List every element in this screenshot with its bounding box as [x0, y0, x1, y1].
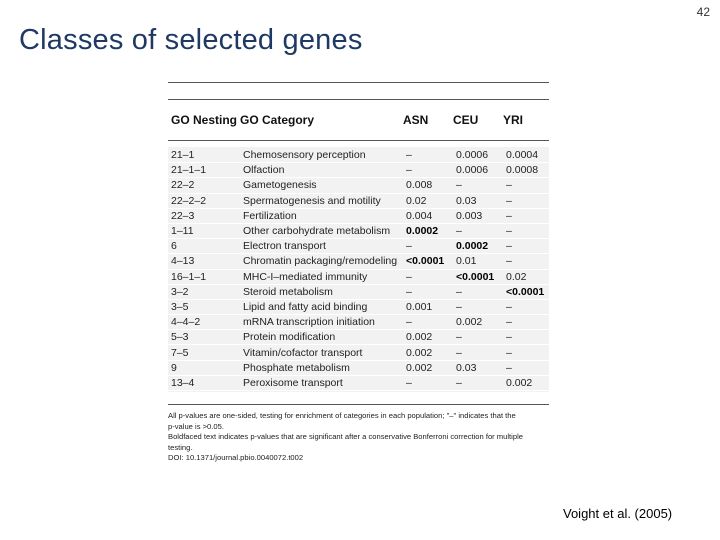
- cell-go-category: MHC-I–mediated immunity: [243, 270, 368, 283]
- cell-asn: 0.0002: [406, 225, 439, 238]
- cell-asn: –: [406, 164, 412, 177]
- cell-yri: –: [506, 361, 512, 374]
- cell-yri: –: [506, 316, 512, 329]
- cell-go-nesting: 22–2–2: [171, 194, 207, 207]
- cell-go-category: mRNA transcription initiation: [243, 316, 375, 329]
- table-notes: [168, 411, 553, 464]
- table-row: [168, 361, 549, 376]
- table-row: [168, 148, 549, 163]
- slide-title: Classes of selected genes: [19, 24, 363, 56]
- table-row: [168, 285, 549, 300]
- table-row: [168, 209, 549, 224]
- note-line: testing.: [168, 442, 193, 452]
- table-row: [168, 270, 549, 285]
- note-line: p-value is >0.05.: [168, 421, 224, 431]
- table-row: [168, 330, 549, 345]
- cell-go-nesting: 3–2: [171, 285, 189, 298]
- cell-go-category: Protein modification: [243, 331, 336, 344]
- table-header-bottom-rule: [168, 140, 549, 141]
- cell-yri: 0.0008: [506, 164, 539, 177]
- cell-ceu: 0.01: [456, 255, 477, 268]
- table-row: [168, 178, 549, 193]
- cell-go-category: Electron transport: [243, 240, 326, 253]
- cell-asn: –: [406, 270, 412, 283]
- cell-asn: 0.008: [406, 179, 433, 192]
- cell-asn: –: [406, 149, 412, 162]
- cell-go-category: Peroxisome transport: [243, 376, 343, 389]
- cell-yri: 0.0004: [506, 149, 539, 162]
- page-number: 42: [696, 5, 710, 19]
- cell-go-nesting: 7–5: [171, 346, 189, 359]
- cell-go-nesting: 4–13: [171, 255, 195, 268]
- cell-go-category: Fertilization: [243, 209, 297, 222]
- cell-ceu: –: [456, 285, 462, 298]
- cell-go-category: Chromatin packaging/remodeling: [243, 255, 398, 268]
- cell-go-category: Chemosensory perception: [243, 149, 366, 162]
- table-row: [168, 315, 549, 330]
- cell-yri: –: [506, 209, 512, 222]
- cell-yri: –: [506, 346, 512, 359]
- cell-go-nesting: 5–3: [171, 331, 189, 344]
- table-top-rule: [168, 82, 549, 83]
- cell-ceu: 0.002: [456, 316, 483, 329]
- cell-yri: –: [506, 331, 512, 344]
- cell-ceu: <0.0001: [456, 270, 495, 283]
- header-go-category: GO Category: [240, 113, 315, 127]
- note-line: Boldfaced text indicates p-values that are significant after a conservative Bonferroni correction for multiple: [168, 432, 523, 441]
- table-row: [168, 300, 549, 315]
- cell-go-nesting: 22–2: [171, 179, 195, 192]
- cell-go-nesting: 1–11: [171, 225, 194, 238]
- cell-asn: 0.002: [406, 346, 433, 359]
- citation: Voight et al. (2005): [563, 506, 673, 521]
- cell-go-category: Gametogenesis: [243, 179, 317, 192]
- cell-ceu: 0.03: [456, 361, 477, 374]
- note-line: DOI: 10.1371/journal.pbio.0040072.t002: [168, 453, 304, 462]
- cell-asn: <0.0001: [406, 255, 445, 268]
- cell-go-category: Other carbohydrate metabolism: [243, 225, 391, 238]
- table-body: [168, 147, 549, 392]
- table-row: [168, 376, 549, 391]
- table-row: [168, 345, 549, 360]
- cell-ceu: 0.003: [456, 209, 483, 222]
- cell-ceu: 0.0002: [456, 240, 489, 253]
- header-asn: ASN: [403, 113, 429, 127]
- cell-ceu: –: [456, 346, 462, 359]
- cell-yri: 0.02: [506, 270, 527, 283]
- cell-go-nesting: 13–4: [171, 376, 195, 389]
- cell-yri: –: [506, 240, 512, 253]
- cell-yri: –: [506, 194, 512, 207]
- cell-go-nesting: 21–1–1: [171, 164, 207, 177]
- note-line: All p-values are one-sided, testing for enrichment of categories in each population; "–" indicates that the: [168, 411, 516, 420]
- cell-go-nesting: 3–5: [171, 300, 189, 313]
- cell-yri: –: [506, 225, 512, 238]
- cell-go-nesting: 22–3: [171, 209, 195, 222]
- cell-asn: 0.002: [406, 361, 433, 374]
- cell-asn: –: [406, 240, 412, 253]
- cell-asn: –: [406, 316, 412, 329]
- cell-yri: –: [506, 255, 512, 268]
- cell-yri: 0.002: [506, 376, 533, 389]
- table-figure: [168, 82, 549, 464]
- cell-ceu: –: [456, 331, 462, 344]
- cell-ceu: 0.03: [456, 194, 477, 207]
- cell-yri: –: [506, 179, 512, 192]
- cell-asn: 0.02: [406, 194, 427, 207]
- cell-yri: –: [506, 300, 512, 313]
- cell-asn: –: [406, 285, 412, 298]
- cell-go-nesting: 16–1–1: [171, 270, 207, 283]
- cell-go-category: Phosphate metabolism: [243, 361, 350, 374]
- cell-ceu: 0.0006: [456, 164, 489, 177]
- table-row: [168, 194, 549, 209]
- cell-go-nesting: 4–4–2: [171, 316, 201, 329]
- cell-asn: –: [406, 376, 412, 389]
- cell-ceu: –: [456, 376, 462, 389]
- cell-go-category: Spermatogenesis and motility: [243, 194, 381, 207]
- cell-go-nesting: 21–1: [171, 149, 195, 162]
- cell-go-category: Steroid metabolism: [243, 285, 333, 298]
- table-row: [168, 254, 549, 269]
- cell-ceu: 0.0006: [456, 149, 489, 162]
- cell-go-category: Olfaction: [243, 164, 285, 177]
- cell-ceu: –: [456, 225, 462, 238]
- table-header: [168, 100, 549, 140]
- cell-ceu: –: [456, 300, 462, 313]
- table-bottom-rule: [168, 404, 549, 405]
- cell-ceu: –: [456, 179, 462, 192]
- cell-go-nesting: 9: [171, 361, 177, 374]
- header-go-nesting: GO Nesting: [171, 113, 238, 127]
- header-ceu: CEU: [453, 113, 479, 127]
- cell-asn: 0.001: [406, 300, 433, 313]
- cell-asn: 0.002: [406, 331, 433, 344]
- table-row: [168, 224, 549, 239]
- cell-asn: 0.004: [406, 209, 433, 222]
- cell-go-category: Lipid and fatty acid binding: [243, 300, 368, 313]
- header-yri: YRI: [503, 113, 524, 127]
- cell-go-category: Vitamin/cofactor transport: [243, 346, 363, 359]
- cell-go-nesting: 6: [171, 240, 177, 253]
- cell-yri: <0.0001: [506, 285, 545, 298]
- table-row: [168, 239, 549, 254]
- table-row: [168, 163, 549, 178]
